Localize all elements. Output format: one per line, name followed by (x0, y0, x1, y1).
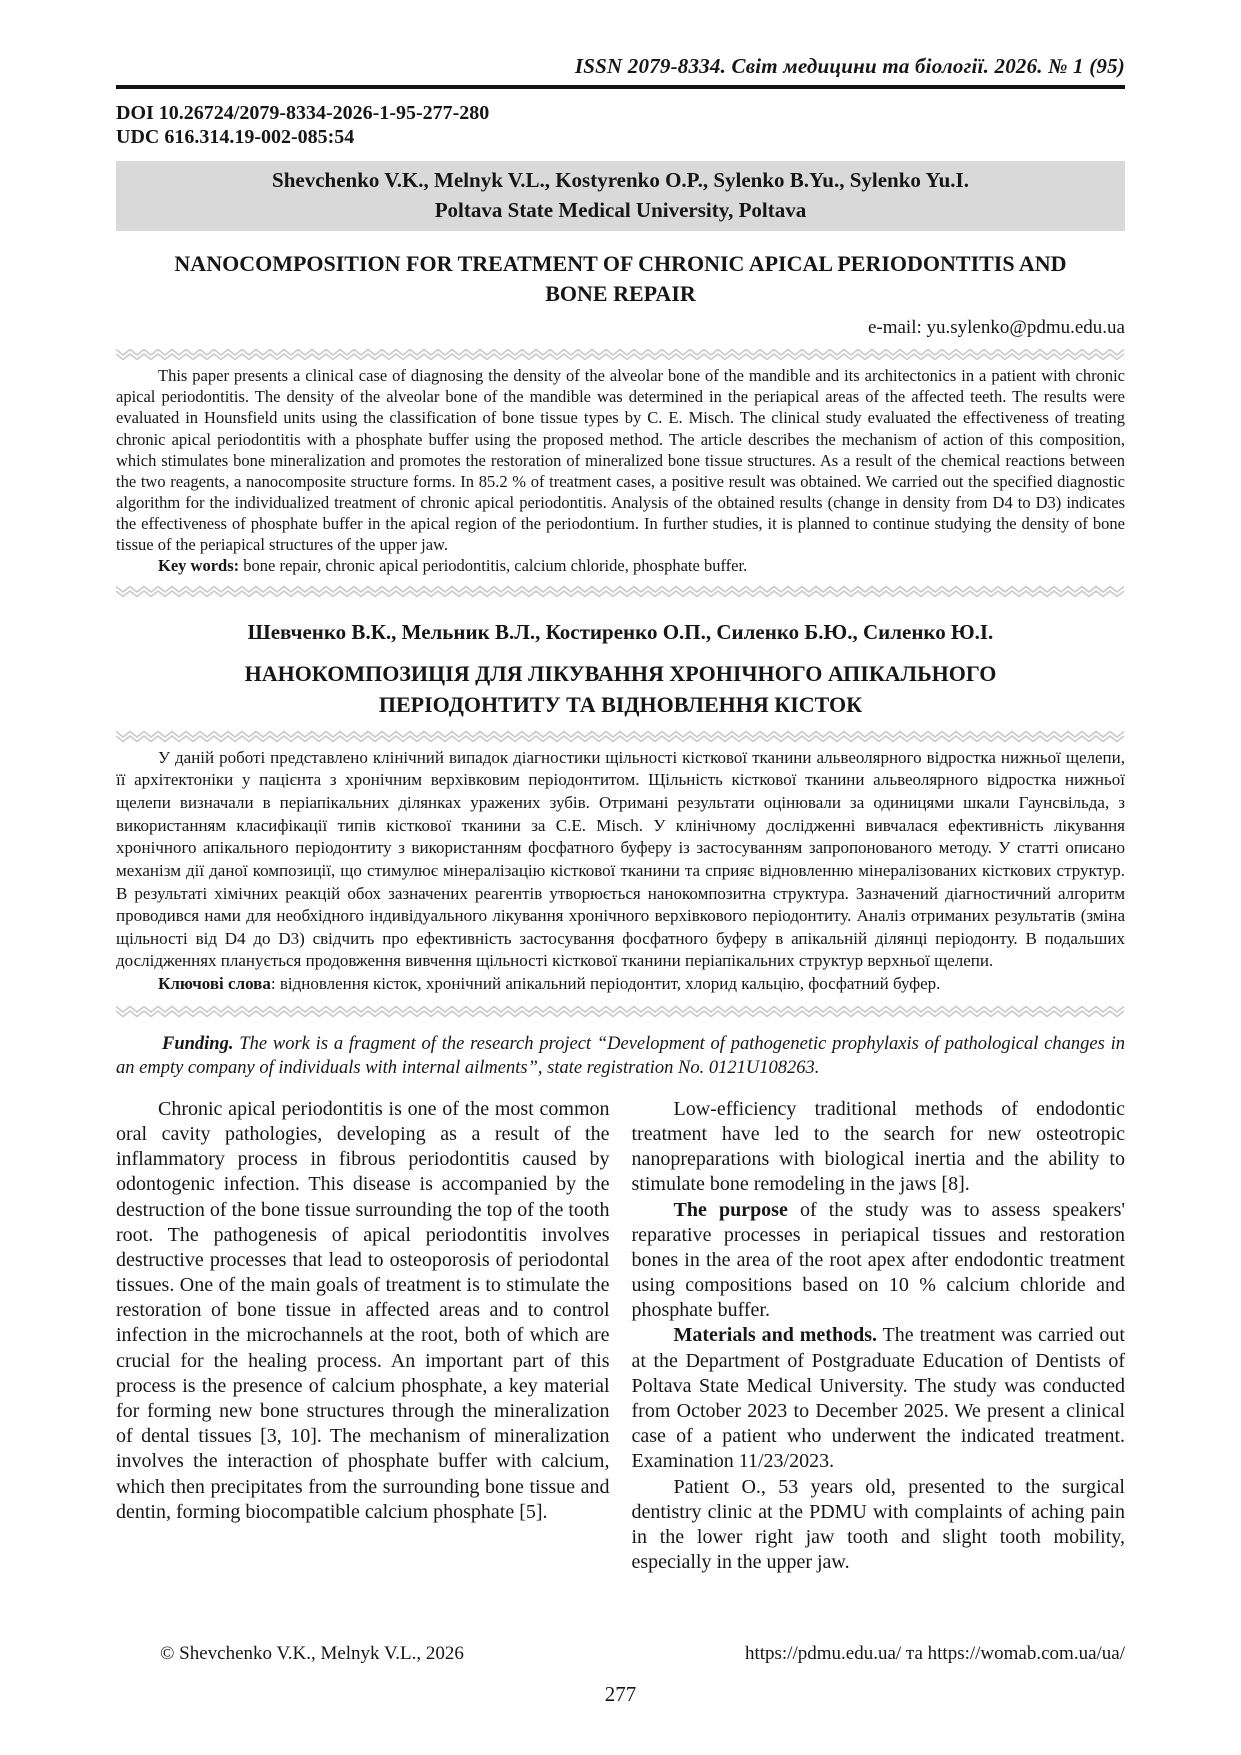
authors-affiliation-block (116, 161, 1125, 231)
udc-line: UDC 616.314.19-002-085:54 (116, 125, 355, 148)
keywords-ukrainian (116, 973, 1125, 996)
page-number: 277 (604, 1682, 637, 1706)
paragraph-text: Low-efficiency traditional methods of endodontic treatment have led to the search for new osteotropic nanopreparations with biological inertia and the ability to stimulate bone remodeling in the jaws [8]. (631, 1097, 1125, 1196)
body-paragraph (632, 1198, 1126, 1324)
zigzag-divider (116, 1004, 1125, 1018)
contact-email[interactable]: e-mail: yu.sylenko@pdmu.edu.ua (867, 317, 1125, 339)
body-column-right (632, 1097, 1126, 1576)
body-paragraph (632, 1323, 1126, 1474)
article-title-ukrainian: НАНОКОМПОЗИЦІЯ ДЛЯ ЛІКУВАННЯ ХРОНІЧНОГО АПІКАЛЬНОГО ПЕРІОДОНТИТУ ТА ВІДНОВЛЕННЯ КІСТОК (244, 661, 997, 718)
abstract-ukrainian-text: У даній роботі представлено клінічний випадок діагностики щільності кісткової тканини альвеолярного відростка нижньої щелепи, її архітектоніки у пацієнта з хронічним верхівковим періодонтитом. Щільність кісткової тканини альвеолярного відростка нижньої щелепи визначали в періапікальних ділянках уражених зубів. Отримані результати оцінювали за одиницями шкали Гаунсвільда, з використанням класифікації типів кісткової тканини за С.Е. Misch. У клінічному дослідженні вивчалася ефективність лікування хронічного апікального періодонтиту з використанням фосфатного буферу із застосуванням запропонованого методу. У статті описано механізм дії даної композиції, що стимулює мінералізацію кісткової тканини та сприяє відновленню мінералізованих кісткових структур. В результаті хімічних реакцій обох зазначених реагентів утворюється нанокомпозитна структура. Зазначений діагностичний алгоритм проводився нами для необхідного індивідуального лікування хронічного верхівкового періодонтиту. Аналіз отриманих результатів (зміна щільності від D4 до D3) свідчить про ефективність застосування фосфатного буферу в апікальній ділянці періодонту. В подальших дослідженнях планується продовження вивчення щільності кісткової тканини періапікальних структур верхньої щелепи. (116, 747, 1125, 971)
copyright-note: © Shevchenko V.K., Melnyk V.L., 2026 (160, 1643, 464, 1664)
funding-text: The work is a fragment of the research project “Development of pathogenetic prophylaxis of pathological changes in an empty company of individuals with internal ailments”, state registration No. 0121U108263. (116, 1033, 1125, 1079)
paragraph-text: Patient O., 53 years old, presented to the surgical dentistry clinic at the PDMU with complaints of aching pain in the lower right jaw tooth and slight tooth mobility, especially in the upper jaw. (631, 1475, 1125, 1574)
zigzag-divider (116, 729, 1125, 743)
authors-ukrainian: Шевченко В.К., Мельник В.Л., Костиренко О.П., Силенко Б.Ю., Силенко Ю.І. (247, 620, 994, 645)
paragraph-text: Chronic apical periodontitis is one of the most common oral cavity pathologies, developing as a result of the inflammatory process in fibrous periodontitis caused by odontogenic infection. This disease is accompanied by the destruction of the bone tissue surrounding the top of the tooth root. The pathogenesis of apical periodontitis involves destructive processes that lead to osteoporosis of periodontal tissues. One of the main goals of treatment is to stimulate the restoration of bone tissue in affected areas and to control infection in the microchannels at the root, both of which are crucial for the healing process. An important part of this process is the presence of calcium phosphate, a key material for forming new bone structures through the mineralization of dental tissues [3, 10]. The mechanism of mineralization involves the interaction of phosphate buffer with calcium, which then precipitates from the surrounding bone tissue and dentin, forming biocompatible calcium phosphate [5]. (116, 1097, 610, 1523)
authors-english: Shevchenko V.K., Melnyk V.L., Kostyrenko O.P., Sylenko B.Yu., Sylenko Yu.I. (272, 168, 969, 193)
body-paragraph (116, 1097, 610, 1525)
two-column-body (116, 1097, 1125, 1576)
body-paragraph (632, 1475, 1126, 1576)
funding-paragraph (116, 1032, 1125, 1081)
page-footer (116, 1643, 1125, 1665)
body-column-left (116, 1097, 610, 1576)
journal-links[interactable]: https://pdmu.edu.ua/ та https://womab.com.ua/ua/ (744, 1643, 1125, 1664)
bold-lead: Materials and methods. (673, 1324, 877, 1347)
keywords-english-label: Key words: (158, 556, 240, 576)
paragraph-text: of the study was to assess speakers' reparative processes in periapical tissues and restoration bones in the area of the root apex after endodontic treatment using compositions based on 10 % calcium chloride and phosphate buffer. (631, 1198, 1125, 1322)
article-identifiers (116, 102, 1125, 149)
affiliation-english: Poltava State Medical University, Poltava (434, 198, 807, 222)
issn-header: ISSN 2079-8334. Світ медицини та біології. 2026. № 1 (95) (574, 54, 1125, 78)
bold-lead: The purpose (673, 1198, 788, 1221)
doi-line: DOI 10.26724/2079-8334-2026-1-95-277-280 (116, 102, 490, 124)
abstract-english (116, 365, 1125, 576)
header-rule (116, 85, 1125, 89)
body-paragraph (632, 1097, 1126, 1198)
paragraph-text: The treatment was carried out at the Department of Postgraduate Education of Dentists of Poltava State Medical University. The study was conducted from October 2023 to December 2025. We present a clinical case of a patient who underwent the indicated treatment. Examination 11/23/2023. (631, 1324, 1125, 1473)
article-title-english: NANOCOMPOSITION FOR TREATMENT OF CHRONIC APICAL PERIODONTITIS AND BONE REPAIR (174, 250, 1067, 306)
keywords-ukrainian-text: : відновлення кісток, хронічний апікальний періодонтит, хлорид кальцію, фосфатний буфер. (270, 973, 941, 993)
keywords-english-text: bone repair, chronic apical periodontitis, calcium chloride, phosphate buffer. (239, 556, 748, 576)
funding-note (116, 1032, 1125, 1081)
zigzag-divider (116, 347, 1125, 361)
keywords-english (116, 555, 1125, 576)
abstract-ukrainian (116, 747, 1125, 996)
abstract-english-text: This paper presents a clinical case of diagnosing the density of the alveolar bone of the mandible and its architectonics in a patient with chronic apical periodontitis. The density of the alveolar bone of the mandible was determined in the periapical areas of the affected teeth. The results were evaluated in Hounsfield units using the classification of bone tissue types by C. E. Misch. The clinical study evaluated the effectiveness of treating chronic apical periodontitis with a phosphate buffer using the proposed method. The article describes the mechanism of action of this composition, which stimulates bone mineralization and promotes the restoration of mineralized bone tissue structures. As a result of the chemical reactions between the two reagents, a nanocomposite structure forms. In 85.2 % of treatment cases, a positive result was obtained. We carried out the specified diagnostic algorithm for the individualized treatment of chronic apical periodontitis. Analysis of the obtained results (change in density from D4 to D3) indicates the effectiveness of phosphate buffer in the apical region of the periodontium. In further studies, it is planned to continue studying the density of bone tissue of the periapical structures of the upper jaw. (116, 366, 1125, 555)
funding-label: Funding. (162, 1033, 234, 1054)
keywords-ukrainian-label: Ключові слова (158, 973, 271, 993)
zigzag-divider (116, 584, 1125, 598)
